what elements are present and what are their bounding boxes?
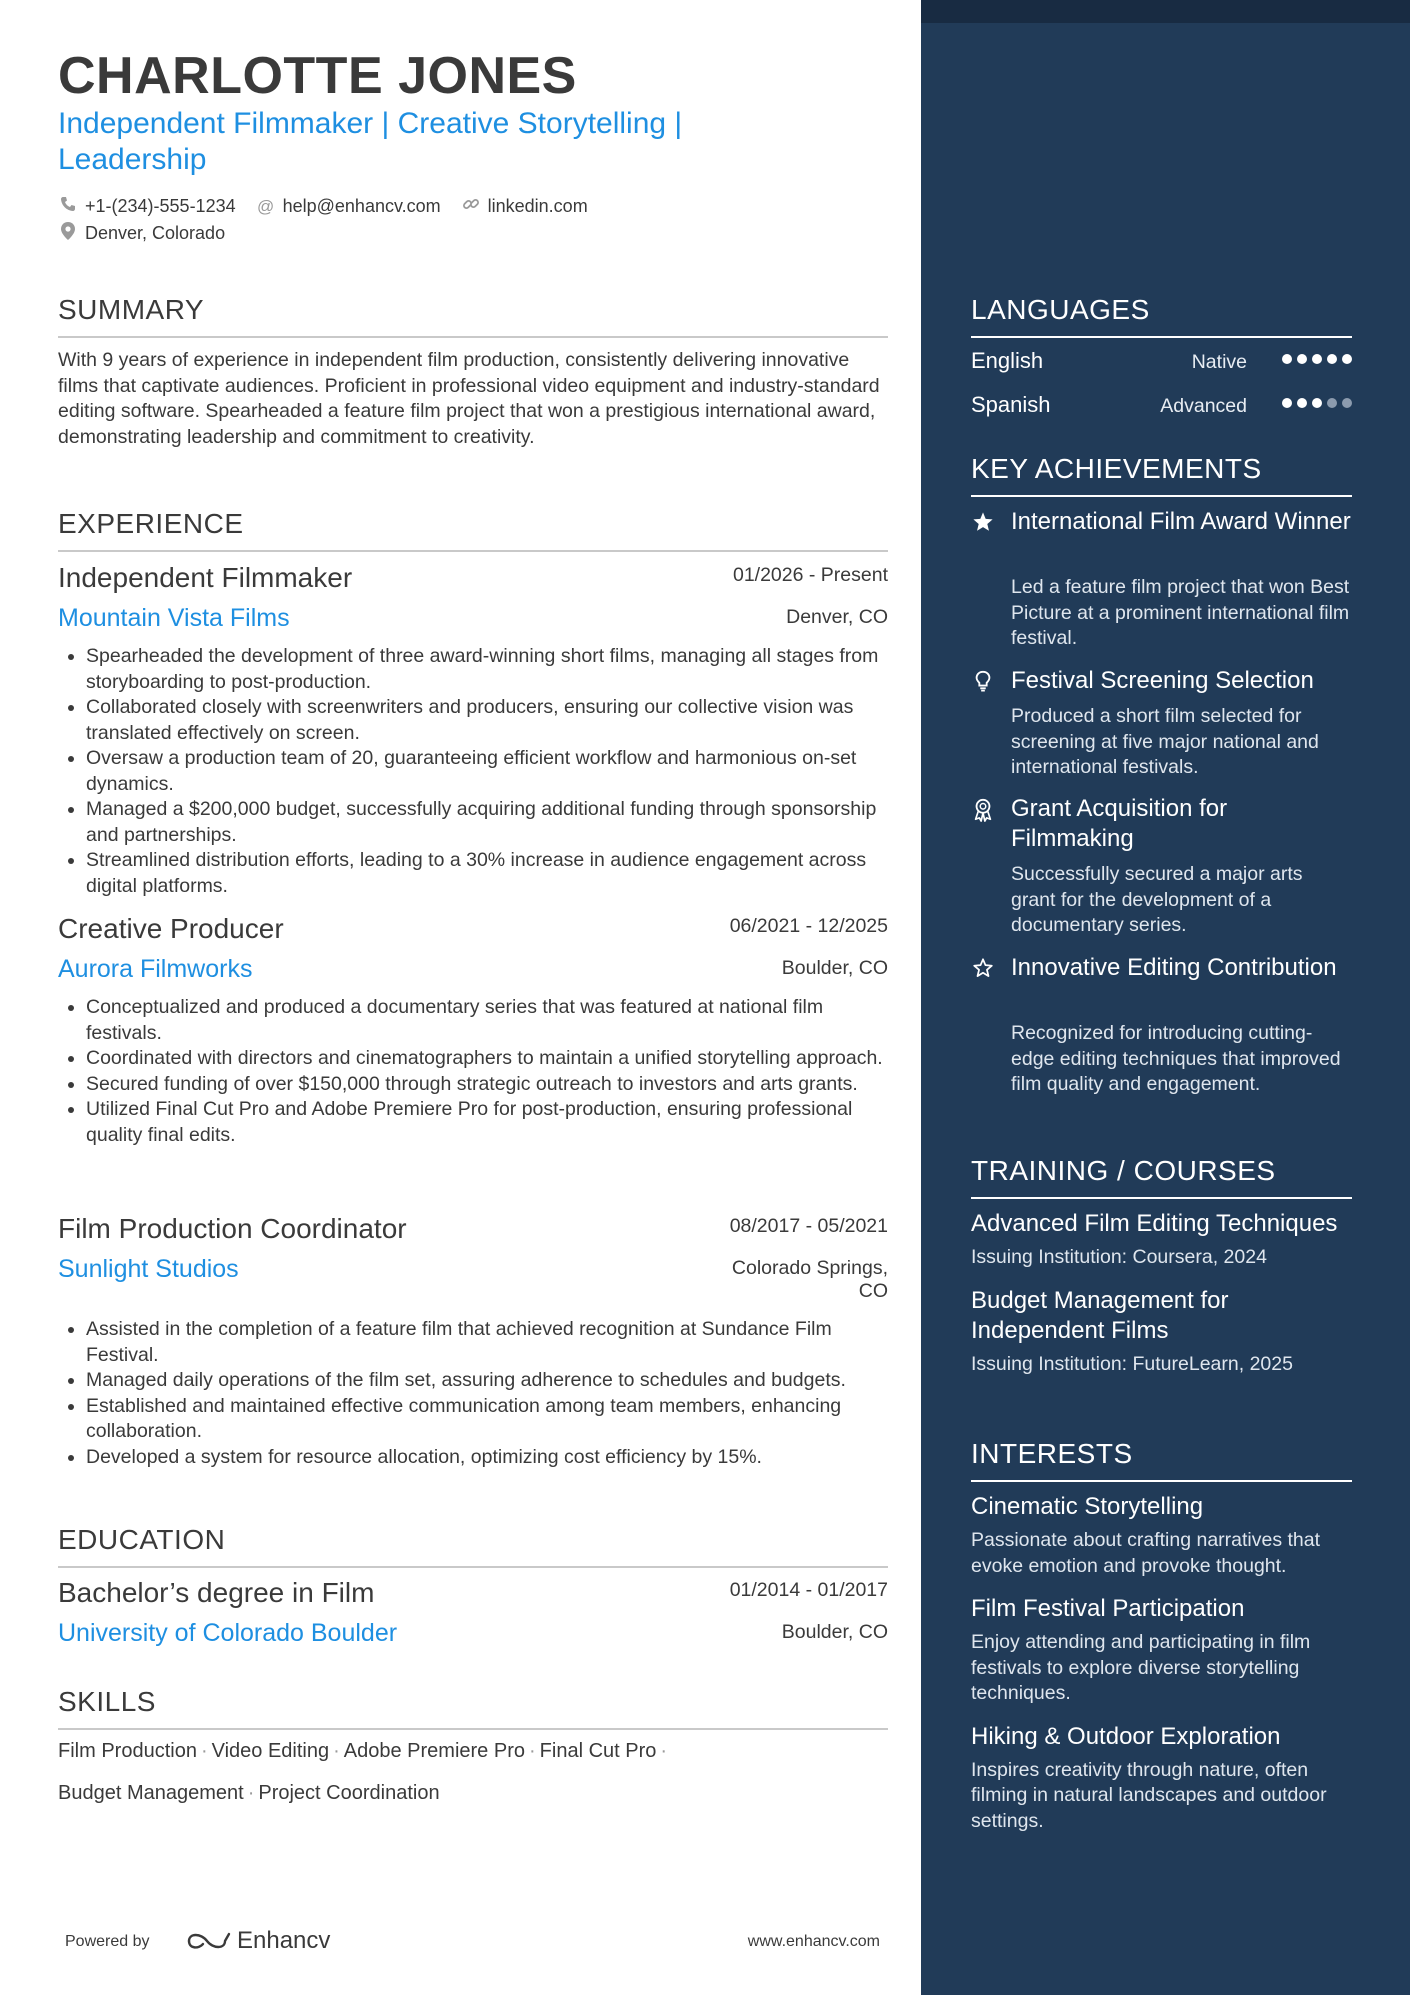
skill-tag: Budget Management: [58, 1782, 244, 1804]
skill-tag: Video Editing: [211, 1740, 330, 1762]
linkedin-contact[interactable]: [461, 195, 588, 218]
education-dates: 01/2014 - 01/2017: [729, 1579, 888, 1601]
skill-tag: Film Production: [58, 1740, 197, 1762]
achievements-heading: KEY ACHIEVEMENTS: [971, 453, 1262, 484]
training-section: [971, 1153, 1352, 1377]
job-dates: 08/2017 - 05/2021: [729, 1215, 888, 1237]
proficiency-dots: [1277, 354, 1352, 364]
skills-heading: SKILLS: [58, 1686, 156, 1717]
education-entry: [58, 1577, 888, 1659]
degree: Bachelor’s degree in Film: [58, 1577, 375, 1608]
website-link[interactable]: www.enhancv.com: [747, 1933, 880, 1950]
language-row: [971, 382, 1352, 426]
headline: Independent Filmmaker | Creative Storytelling | Leadership: [58, 107, 683, 176]
achievement-title: Grant Acquisition for Filmmaking: [1011, 795, 1228, 852]
summary-section: [58, 292, 888, 450]
interests-section: [971, 1436, 1352, 1834]
interest-desc: Passionate about crafting narratives that evoke emotion and provoke thought.: [971, 1529, 1321, 1577]
company-name[interactable]: Aurora Filmworks: [58, 955, 253, 983]
summary-text: With 9 years of experience in independent film production, consistently delivering innovative films that captivate audiences. Proficient in professional video equipment and industry-standard editing software. Spearheaded a feature film project that won a prestigious international award, demonstrating leadership and commitment to creativity.: [58, 349, 880, 448]
star-outline-icon: [971, 957, 995, 981]
divider: [58, 550, 888, 552]
brand-name: Enhancv: [237, 1927, 331, 1954]
dot-filled: [1312, 398, 1322, 408]
divider: [58, 336, 888, 338]
skill-separator: ·: [247, 1782, 255, 1804]
job-location: Boulder, CO: [781, 957, 888, 979]
achievement-desc: Led a feature film project that won Best Picture at a prominent international film festival.: [1011, 576, 1350, 649]
job-entry: [58, 562, 888, 899]
powered-by-label: Powered by: [65, 1933, 150, 1950]
interest-title: Hiking & Outdoor Exploration: [971, 1722, 1281, 1750]
divider: [971, 1480, 1352, 1482]
linkedin-text: linkedin.com: [487, 196, 588, 216]
enhancv-logo-icon: [185, 1929, 231, 1953]
phone-icon: [58, 196, 78, 217]
language-level: Advanced: [1160, 395, 1247, 417]
dot-filled: [1312, 354, 1322, 364]
lightbulb-icon: [971, 670, 995, 694]
course-item: [971, 1209, 1352, 1271]
bullet-item: • Assisted in the completion of a feature film that achieved recognition at Sundance Film Festival.: [86, 1317, 888, 1368]
bullet-item: • Utilized Final Cut Pro and Adobe Premiere Pro for post-production, ensuring professional quality final edits.: [86, 1097, 888, 1148]
achievements-section: [971, 451, 1352, 497]
bullet-item: • Oversaw a production team of 20, guaranteeing efficient workflow and harmonious on-set dynamics.: [86, 746, 888, 797]
training-heading: TRAINING / COURSES: [971, 1155, 1276, 1186]
education-heading: EDUCATION: [58, 1524, 226, 1555]
dot-empty: [1342, 398, 1352, 408]
achievement-desc: Recognized for introducing cutting-edge editing techniques that improved film quality and engagement.: [1011, 1022, 1341, 1095]
experience-section: [58, 506, 888, 552]
job-location: Denver, CO: [786, 606, 888, 628]
dot-filled: [1342, 354, 1352, 364]
course-title: Budget Management for Independent Films: [971, 1286, 1229, 1344]
location-contact: [58, 222, 225, 245]
course-item: [971, 1286, 1352, 1378]
job-title: Independent Filmmaker: [58, 562, 353, 593]
job-bullets: [58, 1317, 888, 1470]
bullet-item: • Secured funding of over $150,000 through strategic outreach to investors and arts grants.: [86, 1072, 888, 1098]
location-pin-icon: [58, 222, 78, 245]
company-name[interactable]: Mountain Vista Films: [58, 604, 290, 632]
footer: [65, 1925, 880, 1961]
education-section: [58, 1522, 888, 1568]
achievement-title: Festival Screening Selection: [1011, 667, 1314, 694]
bullet-item: • Managed a $200,000 budget, successfully acquiring additional funding through sponsorship and partnerships.: [86, 797, 888, 848]
job-location-line: CO: [858, 1280, 888, 1302]
skills-list: [58, 1730, 818, 1814]
interests-heading: INTERESTS: [971, 1438, 1133, 1469]
divider: [971, 495, 1352, 497]
interest-title: Film Festival Participation: [971, 1595, 1245, 1622]
award-medal-icon: [971, 798, 995, 822]
job-location-line: Colorado Springs,: [731, 1257, 888, 1279]
dot-filled: [1282, 354, 1292, 364]
interest-desc: Enjoy attending and participating in film festivals to explore diverse storytelling techniques.: [971, 1631, 1311, 1704]
dot-filled: [1282, 398, 1292, 408]
location-text: Denver, Colorado: [85, 223, 226, 243]
achievement-desc: Produced a short film selected for screening at five major national and international festivals.: [1011, 705, 1319, 778]
bullet-item: • Spearheaded the development of three award-winning short films, managing all stages from storyboarding to post-production.: [86, 644, 888, 695]
job-title: Film Production Coordinator: [58, 1213, 407, 1244]
interest-title: Cinematic Storytelling: [971, 1493, 1204, 1520]
sidebar: [921, 0, 1410, 1995]
dot-empty: [1327, 398, 1337, 408]
languages-heading: LANGUAGES: [971, 294, 1150, 325]
school-name[interactable]: University of Colorado Boulder: [58, 1619, 398, 1647]
link-icon: [461, 195, 481, 218]
job-dates: 01/2026 - Present: [732, 564, 888, 586]
bullet-item: • Collaborated closely with screenwriters and producers, ensuring our collective vision was translated effectively on screen.: [86, 695, 888, 746]
bullet-item: • Streamlined distribution efforts, leading to a 30% increase in audience engagement across digital platforms.: [86, 848, 888, 899]
achievement-title: Innovative Editing Contribution: [1011, 954, 1337, 981]
contact-info: [58, 193, 888, 247]
job-title: Creative Producer: [58, 913, 284, 944]
divider: [58, 1566, 888, 1568]
at-sign-icon: @: [256, 196, 275, 216]
company-name[interactable]: Sunlight Studios: [58, 1255, 239, 1283]
job-bullets: [58, 644, 888, 899]
skill-separator: ·: [333, 1740, 340, 1762]
divider: [971, 1197, 1352, 1199]
skill-tag: Final Cut Pro: [539, 1740, 657, 1762]
interest-item: [971, 1492, 1352, 1579]
language-name: Spanish: [971, 392, 1051, 417]
languages-section: [971, 292, 1352, 426]
interest-item: [971, 1722, 1352, 1835]
dot-filled: [1327, 354, 1337, 364]
achievement-title: International Film Award Winner: [1011, 508, 1351, 535]
education-location: Boulder, CO: [781, 1621, 888, 1643]
course-title: Advanced Film Editing Techniques: [971, 1210, 1338, 1237]
job-entry: [58, 913, 888, 1148]
language-level: Native: [1191, 351, 1247, 373]
achievement-desc: Successfully secured a major arts grant for the development of a documentary series.: [1011, 863, 1303, 936]
skill-separator: ·: [660, 1740, 668, 1762]
bullet-item: • Coordinated with directors and cinematographers to maintain a unified storytelling approach.: [86, 1046, 888, 1072]
job-entry: [58, 1213, 888, 1470]
language-row: [971, 338, 1352, 382]
candidate-name: CHARLOTTE JONES: [58, 47, 577, 105]
interest-item: [971, 1594, 1352, 1707]
course-institution: Issuing Institution: FutureLearn, 2025: [971, 1352, 1293, 1375]
phone-contact[interactable]: [58, 196, 236, 217]
dot-filled: [1297, 354, 1307, 364]
bullet-item: • Conceptualized and produced a documentary series that was featured at national film festivals.: [86, 995, 888, 1046]
sidebar-top-bar: [921, 0, 1410, 23]
bullet-item: • Established and maintained effective communication among team members, enhancing collaboration.: [86, 1394, 888, 1445]
summary-heading: SUMMARY: [58, 294, 205, 325]
email-text: help@enhancv.com: [282, 196, 441, 216]
language-name: English: [971, 348, 1044, 373]
skill-separator: ·: [528, 1740, 536, 1762]
skill-tag: Project Coordination: [258, 1782, 440, 1804]
job-bullets: [58, 995, 888, 1148]
interest-desc: Inspires creativity through nature, often filming in natural landscapes and outdoor settings.: [971, 1758, 1327, 1832]
skill-tag: Adobe Premiere Pro: [343, 1740, 525, 1762]
bullet-item: • Developed a system for resource allocation, optimizing cost efficiency by 15%.: [86, 1445, 888, 1471]
job-dates: 06/2021 - 12/2025: [729, 915, 888, 937]
email-contact[interactable]: [256, 196, 441, 217]
job-location: [732, 1257, 888, 1303]
phone-text: +1-(234)-555-1234: [85, 196, 236, 216]
bullet-item: • Managed daily operations of the film set, assuring adherence to schedules and budgets.: [86, 1368, 888, 1394]
skills-section: [58, 1684, 888, 1814]
star-filled-icon: [971, 511, 995, 535]
skill-separator: ·: [200, 1740, 208, 1762]
enhancv-logo[interactable]: [185, 1927, 330, 1955]
experience-heading: EXPERIENCE: [58, 508, 244, 539]
dot-filled: [1297, 398, 1307, 408]
proficiency-dots: [1277, 398, 1352, 408]
course-institution: Issuing Institution: Coursera, 2024: [971, 1246, 1267, 1268]
